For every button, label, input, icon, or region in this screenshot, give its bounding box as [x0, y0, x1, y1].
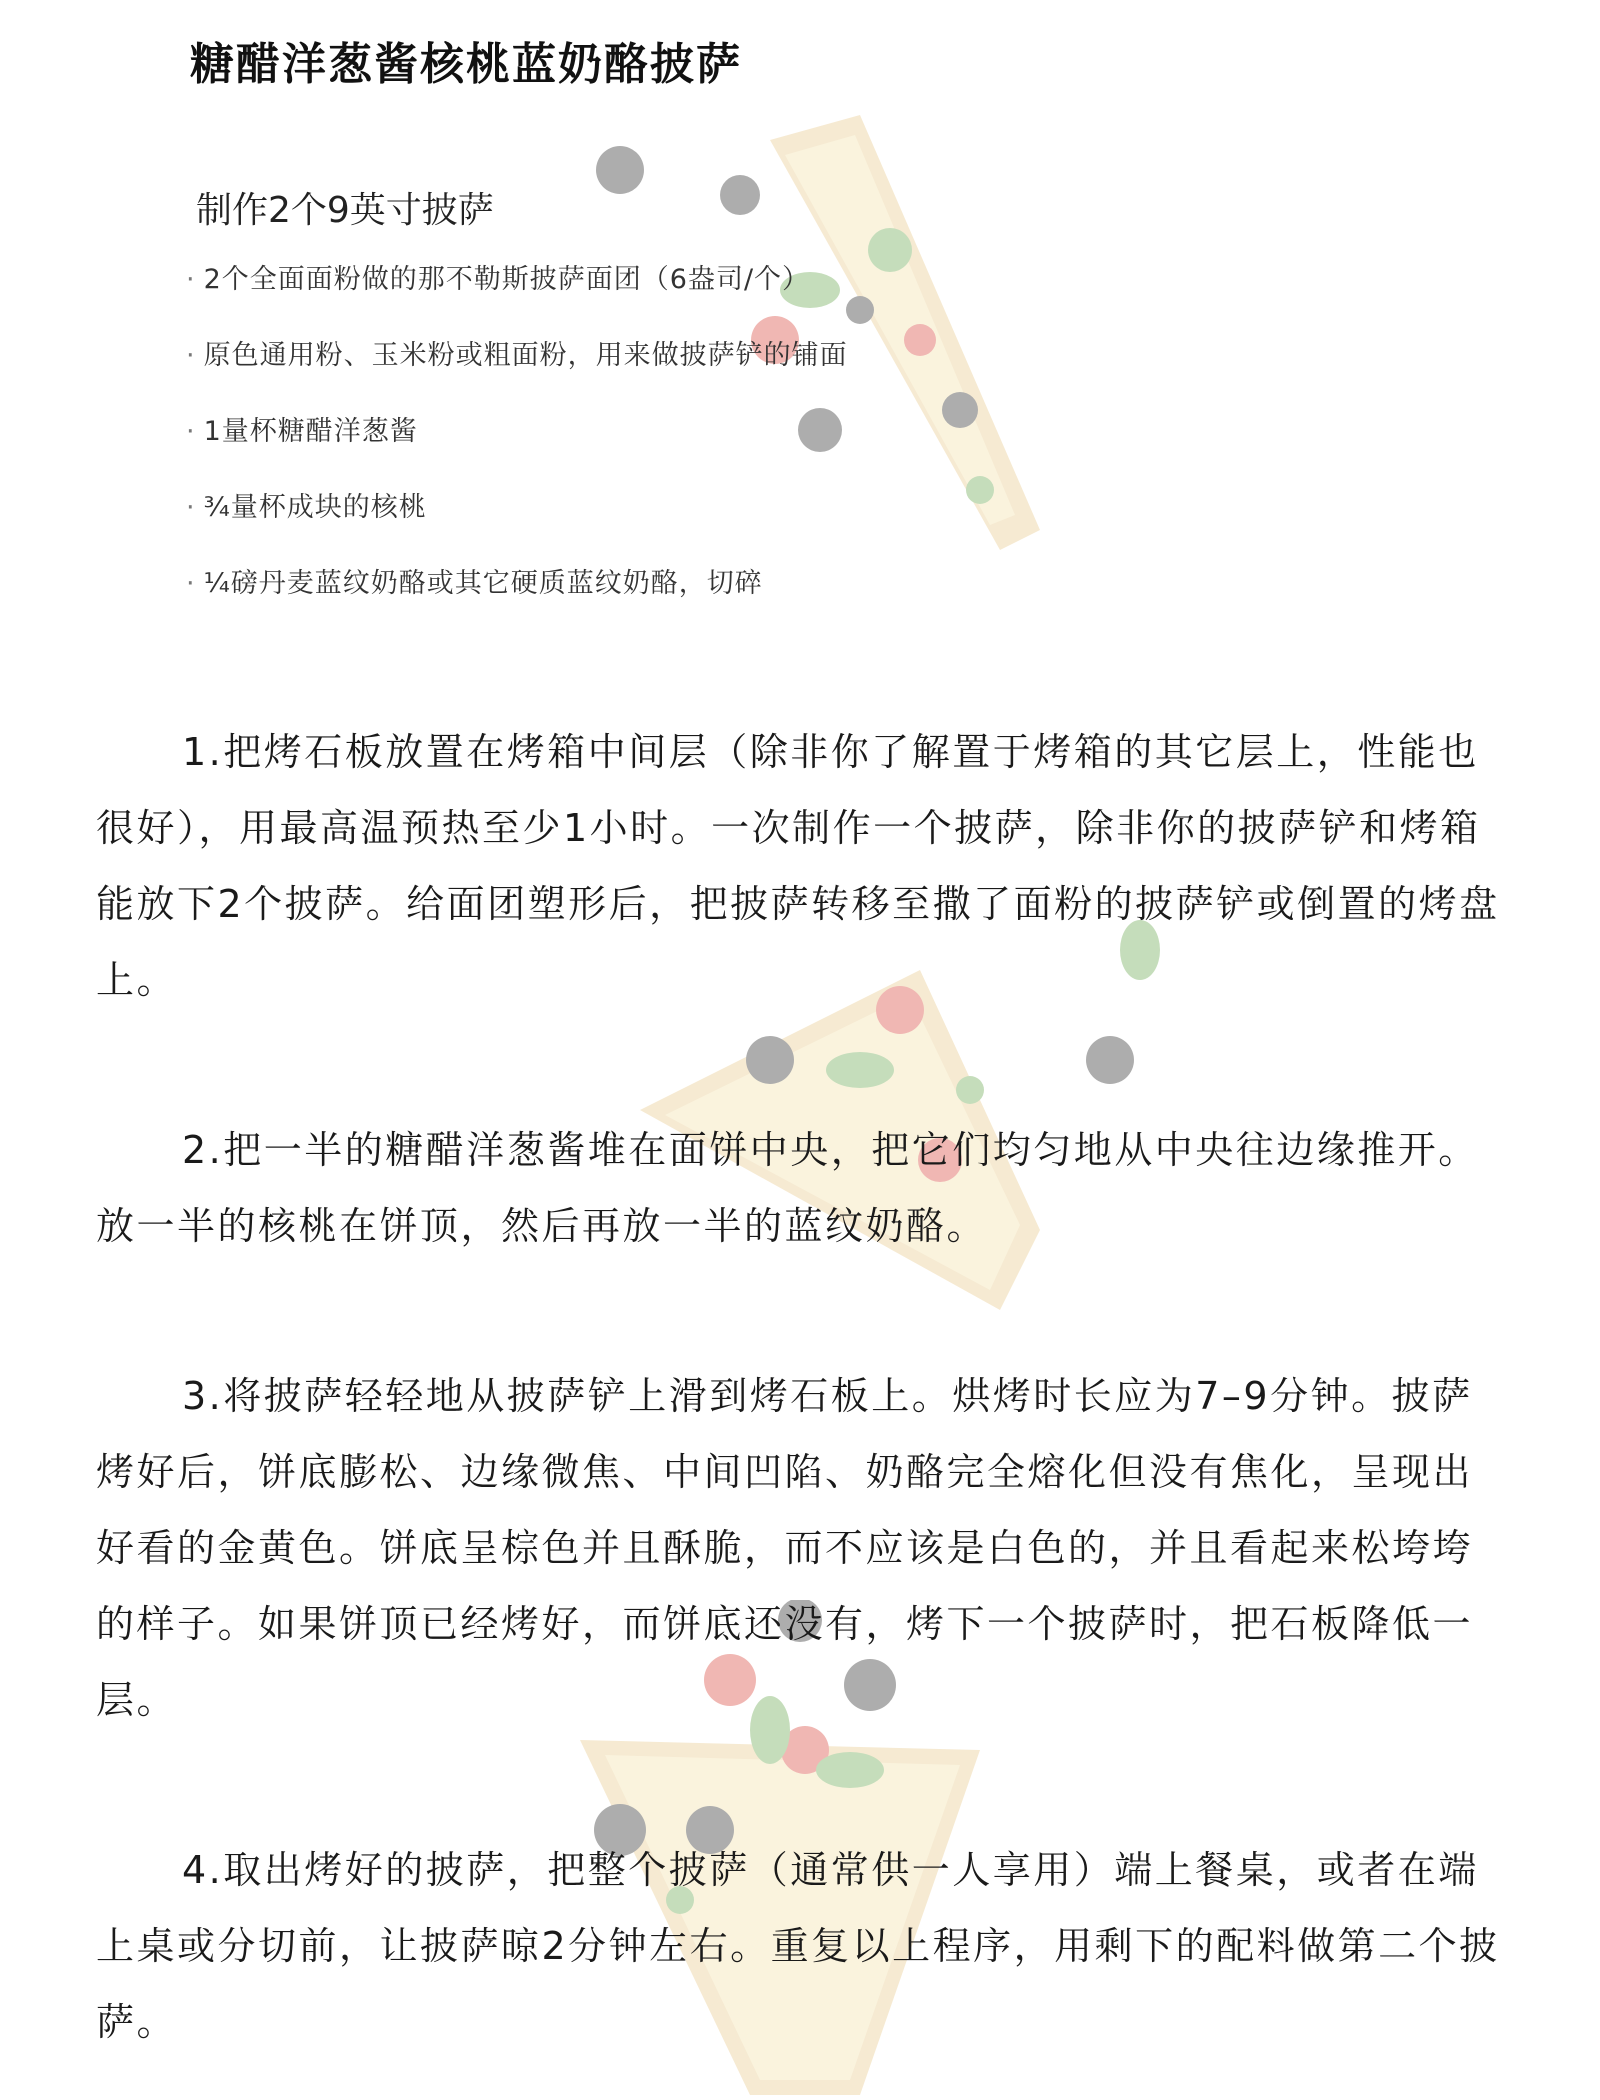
bullet-glyph: · — [186, 264, 196, 295]
instruction-step-4: 4.取出烤好的披萨，把整个披萨（通常供一人享用）端上餐桌，或者在端上桌或分切前，让披萨晾2分钟左右。重复以上程序，用剩下的配料做第二个披萨。 — [96, 1848, 1500, 2044]
bullet-glyph: · — [186, 340, 196, 371]
bullet-glyph: · — [186, 568, 196, 599]
olive-icon — [596, 146, 644, 194]
recipe-title: 糖醋洋葱酱核桃蓝奶酪披萨 — [190, 39, 742, 90]
instruction-step-3: 3.将披萨轻轻地从披萨铲上滑到烤石板上。烘烤时长应为7–9分钟。披萨烤好后，饼底膨松、边缘微焦、中间凹陷、奶酪完全熔化但没有焦化，呈现出好看的金黄色。饼底呈棕色并且酥脆，而不应该是白色的，并且看起来松垮垮的样子。如果饼顶已经烤好，而饼底还没有，烤下一个披萨时，把石板降低一层。 — [96, 1374, 1474, 1722]
ingredient-list — [186, 252, 848, 632]
ingredient-text: ¾量杯成块的核桃 — [203, 492, 427, 523]
ingredient-item — [186, 556, 848, 632]
ingredient-text: ¼磅丹麦蓝纹奶酪或其它硬质蓝纹奶酪，切碎 — [203, 568, 763, 599]
ingredient-text: 原色通用粉、玉米粉或粗面粉，用来做披萨铲的铺面 — [203, 340, 848, 371]
bullet-glyph: · — [186, 492, 196, 523]
ingredient-item — [186, 252, 848, 328]
basil-leaf-icon — [966, 476, 994, 504]
basil-leaf-icon — [868, 228, 912, 272]
tomato-icon — [904, 324, 936, 356]
instruction-steps — [96, 714, 1506, 2060]
olive-icon — [942, 392, 978, 428]
olive-icon — [720, 175, 760, 215]
ingredient-item — [186, 480, 848, 556]
ingredient-text: 1量杯糖醋洋葱酱 — [203, 416, 418, 447]
yield-text: 制作2个9英寸披萨 — [196, 190, 494, 231]
instruction-step-1: 1.把烤石板放置在烤箱中间层（除非你了解置于烤箱的其它层上，性能也很好），用最高温预热至少1小时。一次制作一个披萨，除非你的披萨铲和烤箱能放下2个披萨。给面团塑形后，把披萨转移至撒了面粉的披萨铲或倒置的烤盘上。 — [96, 730, 1500, 1002]
olive-icon — [846, 296, 874, 324]
ingredient-text: 2个全面面粉做的那不勒斯披萨面团（6盎司/个） — [203, 264, 811, 295]
instruction-step-2: 2.把一半的糖醋洋葱酱堆在面饼中央，把它们均匀地从中央往边缘推开。放一半的核桃在饼顶，然后再放一半的蓝纹奶酪。 — [96, 1128, 1479, 1248]
ingredient-item — [186, 404, 848, 480]
ingredient-item — [186, 328, 848, 404]
bullet-glyph: · — [186, 416, 196, 447]
